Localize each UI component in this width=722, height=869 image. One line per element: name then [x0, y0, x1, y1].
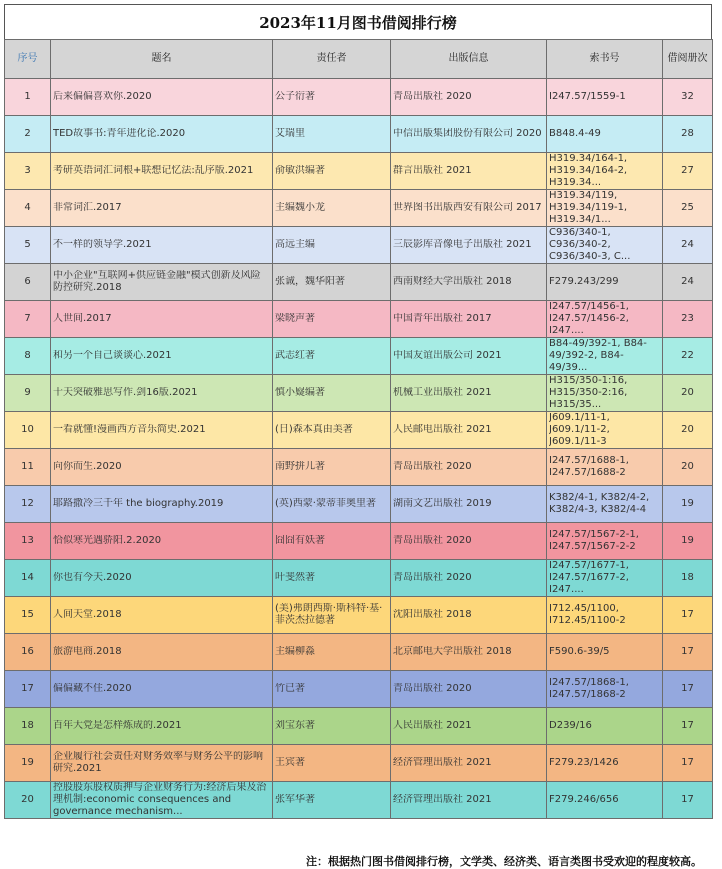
cell-author	[273, 449, 391, 486]
cell-borrow-count	[663, 745, 713, 782]
header-row	[5, 40, 713, 79]
table-row	[5, 338, 713, 375]
cell-author-text: 张军华著	[275, 794, 315, 805]
cell-book-title-text[interactable]: 不一样的领导学.2021	[53, 239, 152, 250]
cell-seq-text: 7	[24, 313, 31, 324]
cell-seq	[5, 227, 51, 264]
cell-publisher-text: 人民邮电出版社 2021	[393, 424, 492, 435]
cell-seq	[5, 597, 51, 634]
cell-publisher-text: 中信出版集团股份有限公司 2020	[393, 128, 542, 139]
cell-book-title[interactable]	[51, 449, 273, 486]
cell-borrow-count-text: 20	[681, 424, 694, 435]
cell-publisher	[391, 79, 547, 116]
cell-borrow-count-text: 17	[681, 609, 694, 620]
cell-seq	[5, 116, 51, 153]
cell-book-title[interactable]	[51, 486, 273, 523]
cell-call-number-text: D239/16	[549, 720, 592, 731]
cell-call-number	[547, 153, 663, 190]
cell-author-text: 慎小嶷编著	[275, 387, 325, 398]
cell-publisher-text: 北京邮电大学出版社 2018	[393, 646, 512, 657]
cell-seq-text: 2	[24, 128, 31, 139]
table-row	[5, 634, 713, 671]
cell-book-title-text[interactable]: 你也有今天.2020	[53, 572, 132, 583]
cell-publisher	[391, 597, 547, 634]
cell-publisher	[391, 301, 547, 338]
cell-publisher-text: 青岛出版社 2020	[393, 572, 472, 583]
cell-book-title-text[interactable]: 向你而生.2020	[53, 461, 122, 472]
cell-publisher	[391, 264, 547, 301]
cell-borrow-count	[663, 190, 713, 227]
cell-seq-text: 11	[21, 461, 34, 472]
table-row	[5, 190, 713, 227]
cell-publisher	[391, 523, 547, 560]
cell-author-text: 武志红著	[275, 350, 315, 361]
cell-publisher	[391, 338, 547, 375]
cell-call-number	[547, 523, 663, 560]
cell-call-number-text: F279.23/1426	[549, 757, 619, 768]
cell-call-number	[547, 338, 663, 375]
cell-book-title-text[interactable]: 恰似寒光遇骄阳.2.2020	[53, 535, 162, 546]
cell-call-number-text: B84-49/392-1, B84-49/392-2, B84-49/39...	[549, 338, 647, 373]
cell-call-number	[547, 560, 663, 597]
cell-publisher-text: 青岛出版社 2020	[393, 535, 472, 546]
column-header-title: 题名	[51, 40, 273, 79]
table-row	[5, 597, 713, 634]
cell-publisher-text: 中国青年出版社 2017	[393, 313, 492, 324]
cell-seq-text: 8	[24, 350, 31, 361]
cell-call-number	[547, 190, 663, 227]
cell-publisher-text: 西南财经大学出版社 2018	[393, 276, 512, 287]
cell-publisher	[391, 634, 547, 671]
cell-seq	[5, 412, 51, 449]
column-header-seq: 序号	[5, 40, 51, 79]
cell-publisher	[391, 486, 547, 523]
cell-seq-text: 1	[24, 91, 31, 102]
cell-author	[273, 227, 391, 264]
cell-seq-text: 10	[21, 424, 34, 435]
cell-book-title-text[interactable]: 考研英语词汇词根+联想记忆法:乱序版.2021	[53, 165, 254, 176]
cell-call-number	[547, 227, 663, 264]
table-row	[5, 116, 713, 153]
cell-publisher	[391, 153, 547, 190]
cell-publisher	[391, 708, 547, 745]
cell-book-title[interactable]	[51, 227, 273, 264]
cell-author-text: 主编柳淼	[275, 646, 315, 657]
cell-publisher-text: 青岛出版社 2020	[393, 91, 472, 102]
cell-publisher	[391, 227, 547, 264]
cell-call-number	[547, 671, 663, 708]
cell-book-title-text[interactable]: 百年大党是怎样炼成的.2021	[53, 720, 182, 731]
cell-call-number	[547, 449, 663, 486]
cell-author	[273, 523, 391, 560]
cell-borrow-count	[663, 79, 713, 116]
cell-borrow-count	[663, 338, 713, 375]
cell-book-title-text[interactable]: 偏偏藏不住.2020	[53, 683, 132, 694]
cell-seq	[5, 560, 51, 597]
cell-seq-text: 18	[21, 720, 34, 731]
cell-author-text: 南野拼儿著	[275, 461, 325, 472]
cell-call-number	[547, 375, 663, 412]
cell-book-title-text[interactable]: 耶路撒冷三千年 the biography.2019	[53, 498, 224, 509]
cell-book-title[interactable]	[51, 412, 273, 449]
cell-publisher-text: 群言出版社 2021	[393, 165, 472, 176]
cell-borrow-count-text: 19	[681, 498, 694, 509]
cell-call-number	[547, 79, 663, 116]
cell-borrow-count	[663, 375, 713, 412]
cell-book-title[interactable]	[51, 671, 273, 708]
cell-author	[273, 190, 391, 227]
cell-call-number	[547, 301, 663, 338]
cell-borrow-count-text: 28	[681, 128, 694, 139]
cell-author-text: (日)森本真由美著	[275, 424, 353, 435]
cell-publisher-text: 沈阳出版社 2018	[393, 609, 472, 620]
cell-borrow-count	[663, 449, 713, 486]
cell-call-number-text: I247.57/1688-1, I247.57/1688-2	[549, 455, 629, 478]
cell-publisher	[391, 560, 547, 597]
cell-seq-text: 19	[21, 757, 34, 768]
cell-borrow-count	[663, 523, 713, 560]
cell-book-title[interactable]	[51, 116, 273, 153]
cell-book-title[interactable]	[51, 79, 273, 116]
cell-publisher-text: 经济管理出版社 2021	[393, 757, 492, 768]
cell-borrow-count-text: 17	[681, 683, 694, 694]
table-row	[5, 153, 713, 190]
cell-book-title-text[interactable]: 十天突破雅思写作.剑16版.2021	[53, 387, 198, 398]
table-row	[5, 79, 713, 116]
cell-borrow-count-text: 17	[681, 794, 694, 805]
cell-author	[273, 116, 391, 153]
cell-borrow-count-text: 24	[681, 239, 694, 250]
cell-borrow-count	[663, 634, 713, 671]
cell-book-title[interactable]	[51, 782, 273, 819]
cell-publisher	[391, 116, 547, 153]
cell-borrow-count	[663, 708, 713, 745]
cell-seq	[5, 486, 51, 523]
cell-book-title[interactable]	[51, 264, 273, 301]
cell-book-title-text[interactable]: 和另一个自己谈谈心.2021	[53, 350, 172, 361]
table-title: 2023年11月图书借阅排行榜	[4, 4, 712, 39]
cell-borrow-count-text: 17	[681, 757, 694, 768]
cell-publisher-text: 三辰影库音像电子出版社 2021	[393, 239, 532, 250]
cell-borrow-count	[663, 412, 713, 449]
cell-seq-text: 12	[21, 498, 34, 509]
cell-book-title-text[interactable]: 企业履行社会责任对财务效率与财务公平的影响研究.2021	[53, 751, 263, 774]
cell-book-title[interactable]	[51, 560, 273, 597]
cell-publisher	[391, 745, 547, 782]
cell-borrow-count-text: 17	[681, 720, 694, 731]
cell-call-number-text: I712.45/1100, I712.45/1100-2	[549, 603, 626, 626]
cell-author	[273, 375, 391, 412]
cell-seq-text: 16	[21, 646, 34, 657]
cell-call-number-text: H319.34/119, H319.34/119-1, H319.34/1...	[549, 190, 628, 225]
cell-author-text: 主编魏小龙	[275, 202, 325, 213]
cell-publisher	[391, 412, 547, 449]
cell-publisher-text: 青岛出版社 2020	[393, 461, 472, 472]
cell-publisher	[391, 375, 547, 412]
table-row	[5, 708, 713, 745]
cell-call-number	[547, 412, 663, 449]
cell-call-number-text: K382/4-1, K382/4-2, K382/4-3, K382/4-4	[549, 492, 650, 515]
cell-call-number-text: I247.57/1456-1, I247.57/1456-2, I247....	[549, 301, 629, 336]
cell-book-title-text[interactable]: 一看就懂!漫画西方音乐简史.2021	[53, 424, 206, 435]
cell-seq	[5, 338, 51, 375]
cell-seq	[5, 671, 51, 708]
cell-author	[273, 745, 391, 782]
cell-seq-text: 13	[21, 535, 34, 546]
cell-borrow-count	[663, 301, 713, 338]
cell-author	[273, 486, 391, 523]
cell-call-number	[547, 116, 663, 153]
cell-borrow-count	[663, 597, 713, 634]
cell-author-text: 竹已著	[275, 683, 305, 694]
cell-publisher-text: 世界图书出版西安有限公司 2017	[393, 202, 542, 213]
table-row	[5, 449, 713, 486]
cell-author-text: 公子衍著	[275, 91, 315, 102]
cell-seq-text: 5	[24, 239, 31, 250]
column-header-call-number: 索书号	[547, 40, 663, 79]
cell-borrow-count-text: 20	[681, 461, 694, 472]
table-row	[5, 671, 713, 708]
cell-publisher	[391, 671, 547, 708]
ranking-sheet	[4, 4, 712, 868]
footnote: 注：根据热门图书借阅排行榜，文学类、经济类、语言类图书受欢迎的程度较高。	[306, 855, 702, 868]
cell-call-number-text: I247.57/1868-1, I247.57/1868-2	[549, 677, 629, 700]
cell-book-title-text[interactable]: 人间天堂.2018	[53, 609, 122, 620]
cell-borrow-count	[663, 227, 713, 264]
cell-book-title[interactable]	[51, 153, 273, 190]
cell-borrow-count	[663, 671, 713, 708]
cell-book-title[interactable]	[51, 745, 273, 782]
cell-borrow-count-text: 17	[681, 646, 694, 657]
cell-seq-text: 17	[21, 683, 34, 694]
cell-seq	[5, 153, 51, 190]
table-row	[5, 523, 713, 560]
cell-borrow-count-text: 20	[681, 387, 694, 398]
cell-book-title-text[interactable]: 旅游电商.2018	[53, 646, 122, 657]
cell-call-number	[547, 745, 663, 782]
cell-author-text: 囧囧有妖著	[275, 535, 325, 546]
cell-publisher-text: 青岛出版社 2020	[393, 683, 472, 694]
cell-call-number-text: F590.6-39/5	[549, 646, 610, 657]
cell-author	[273, 153, 391, 190]
cell-seq	[5, 190, 51, 227]
cell-publisher	[391, 190, 547, 227]
table-row	[5, 375, 713, 412]
cell-author	[273, 79, 391, 116]
cell-borrow-count-text: 22	[681, 350, 694, 361]
cell-publisher-text: 经济管理出版社 2021	[393, 794, 492, 805]
cell-book-title[interactable]	[51, 338, 273, 375]
cell-borrow-count	[663, 782, 713, 819]
cell-borrow-count-text: 18	[681, 572, 694, 583]
cell-call-number-text: I247.57/1567-2-1, I247.57/1567-2-2	[549, 529, 639, 552]
cell-seq	[5, 264, 51, 301]
cell-seq	[5, 523, 51, 560]
cell-book-title-text[interactable]: TED故事书:青年进化论.2020	[53, 128, 186, 139]
cell-seq-text: 20	[21, 794, 34, 805]
cell-call-number	[547, 634, 663, 671]
cell-seq-text: 3	[24, 165, 31, 176]
cell-seq-text: 9	[24, 387, 31, 398]
cell-call-number-text: B848.4-49	[549, 128, 601, 139]
cell-author	[273, 708, 391, 745]
cell-author-text: 高远主编	[275, 239, 315, 250]
cell-borrow-count-text: 25	[681, 202, 694, 213]
column-header-borrow-count: 借阅册次	[663, 40, 713, 79]
cell-book-title-text[interactable]: 控股股东股权质押与企业财务行为:经济后果及治理机制:economic consequences and governance mechanism...	[53, 782, 267, 817]
cell-call-number-text: F279.243/299	[549, 276, 619, 287]
cell-author-text: 艾瑞里	[275, 128, 305, 139]
cell-call-number	[547, 264, 663, 301]
cell-call-number	[547, 708, 663, 745]
table-row	[5, 560, 713, 597]
cell-seq	[5, 301, 51, 338]
cell-borrow-count	[663, 116, 713, 153]
cell-seq-text: 15	[21, 609, 34, 620]
table-row	[5, 486, 713, 523]
cell-seq	[5, 782, 51, 819]
cell-borrow-count-text: 19	[681, 535, 694, 546]
cell-author	[273, 782, 391, 819]
cell-book-title-text[interactable]: 中小企业"互联网+供应链金融"模式创新及风险防控研究.2018	[53, 270, 261, 293]
cell-borrow-count	[663, 153, 713, 190]
table-row	[5, 301, 713, 338]
cell-author-text: 王宾著	[275, 757, 305, 768]
cell-borrow-count	[663, 486, 713, 523]
cell-seq	[5, 708, 51, 745]
cell-publisher-text: 中国友谊出版公司 2021	[393, 350, 502, 361]
cell-book-title[interactable]	[51, 634, 273, 671]
cell-call-number	[547, 597, 663, 634]
cell-call-number-text: J609.1/11-1, J609.1/11-2, J609.1/11-3	[549, 412, 610, 447]
cell-call-number	[547, 486, 663, 523]
cell-book-title[interactable]	[51, 708, 273, 745]
cell-call-number-text: I247.57/1559-1	[549, 91, 626, 102]
cell-seq-text: 14	[21, 572, 34, 583]
cell-borrow-count-text: 23	[681, 313, 694, 324]
column-header-publisher: 出版信息	[391, 40, 547, 79]
cell-author	[273, 412, 391, 449]
cell-seq	[5, 745, 51, 782]
cell-book-title-text[interactable]: 非常词汇.2017	[53, 202, 122, 213]
cell-call-number-text: F279.246/656	[549, 794, 619, 805]
cell-book-title[interactable]	[51, 523, 273, 560]
cell-author	[273, 634, 391, 671]
cell-publisher-text: 湖南文艺出版社 2019	[393, 498, 492, 509]
cell-author-text: 叶斐然著	[275, 572, 315, 583]
cell-seq	[5, 634, 51, 671]
cell-call-number-text: C936/340-1, C936/340-2, C936/340-3, C...	[549, 227, 631, 262]
table-row	[5, 745, 713, 782]
cell-author	[273, 338, 391, 375]
cell-borrow-count	[663, 264, 713, 301]
cell-book-title-text[interactable]: 人世间.2017	[53, 313, 112, 324]
cell-book-title-text[interactable]: 后来偏偏喜欢你.2020	[53, 91, 152, 102]
cell-seq	[5, 375, 51, 412]
cell-author-text: 张诚，魏华阳著	[275, 276, 345, 287]
cell-author	[273, 264, 391, 301]
cell-borrow-count	[663, 560, 713, 597]
table-row	[5, 412, 713, 449]
cell-call-number-text: H319.34/164-1, H319.34/164-2, H319.34...	[549, 153, 628, 188]
table-row	[5, 782, 713, 819]
cell-call-number-text: I247.57/1677-1, I247.57/1677-2, I247....	[549, 560, 629, 595]
cell-author	[273, 671, 391, 708]
cell-publisher-text: 机械工业出版社 2021	[393, 387, 492, 398]
cell-book-title[interactable]	[51, 597, 273, 634]
cell-seq-text: 4	[24, 202, 31, 213]
table-row	[5, 264, 713, 301]
cell-author-text: 刘宝东著	[275, 720, 315, 731]
cell-author	[273, 301, 391, 338]
table-row	[5, 227, 713, 264]
cell-call-number-text: H315/350-1:16, H315/350-2:16, H315/35...	[549, 375, 628, 410]
cell-borrow-count-text: 27	[681, 165, 694, 176]
cell-author-text: 梁晓声著	[275, 313, 315, 324]
cell-author-text: (英)西蒙·蒙蒂菲奥里著	[275, 498, 376, 509]
cell-publisher	[391, 449, 547, 486]
cell-author-text: 俞敏洪编著	[275, 165, 325, 176]
cell-seq	[5, 449, 51, 486]
cell-publisher-text: 人民出版社 2021	[393, 720, 472, 731]
cell-seq	[5, 79, 51, 116]
column-header-author: 责任者	[273, 40, 391, 79]
cell-borrow-count-text: 32	[681, 91, 694, 102]
cell-publisher	[391, 782, 547, 819]
cell-author	[273, 560, 391, 597]
cell-borrow-count-text: 24	[681, 276, 694, 287]
cell-author	[273, 597, 391, 634]
cell-book-title[interactable]	[51, 301, 273, 338]
cell-author-text: (美)弗朗西斯·斯科特·基·菲茨杰拉德著	[275, 603, 383, 626]
cell-book-title[interactable]	[51, 190, 273, 227]
cell-seq-text: 6	[24, 276, 31, 287]
ranking-table	[4, 39, 713, 819]
cell-book-title[interactable]	[51, 375, 273, 412]
cell-call-number	[547, 782, 663, 819]
